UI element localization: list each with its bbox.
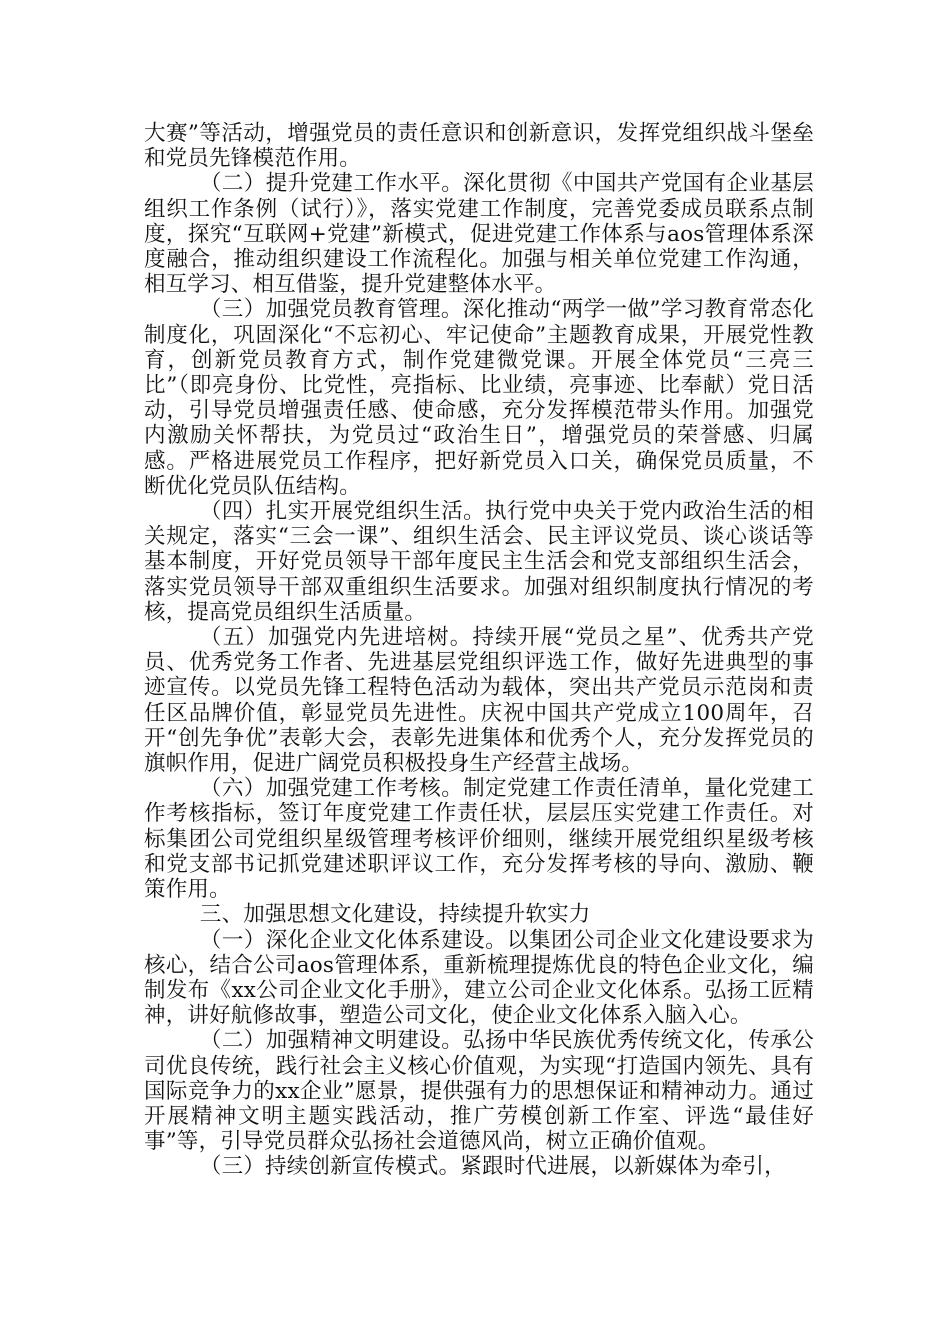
paragraph-organization-life: （四）扎实开展党组织生活。执行党中央关于党内政治生活的相关规定，落实“三会一课”、组织生活会、民主评议党员、谈心谈话等基本制度，开好党员领导干部年度民主生活会和党支部组织生活会，落实党员领导干部双重组织生活要求。加强对组织制度执行情况的考核，提高党员组织生活质量。: [144, 499, 814, 625]
section-heading: 三、加强思想文化建设，持续提升软实力: [199, 902, 591, 928]
paragraph-corporate-culture: （一）深化企业文化体系建设。以集团公司企业文化建设要求为核心，结合公司aos管理体系，重新梳理提炼优良的特色企业文化，编制发布《xx公司企业文化手册》，建立公司企业文化体系。弘扬工匠精神，讲好航修故事，塑造公司文化，使企业文化体系入脑入心。: [144, 927, 814, 1029]
paragraph-publicity-mode: （三）持续创新宣传模式。紧跟时代进展，以新媒体为牵引，: [199, 1154, 786, 1180]
paragraph-assessment: （六）加强党建工作考核。制定党建工作责任清单，量化党建工作考核指标，签订年度党建工作责任状，层层压实党建工作责任。对标集团公司党组织星级管理考核评价细则，继续开展党组织星级考核和党支部书记抓党建述职评议工作，充分发挥考核的导向、激励、鞭策作用。: [144, 776, 814, 903]
document-body: [144, 121, 814, 1180]
paragraph-member-education: （三）加强党员教育管理。深化推动“两学一做”学习教育常态化制度化，巩固深化“不忘初心、牢记使命”主题教育成果，开展党性教育，创新党员教育方式，制作党建微党课。开展全体党员“三亮三比”（即亮身份、比党性，亮指标、比业绩，亮事迹、比奉献）党日活动，引导党员增强责任感、使命感，充分发挥模范带头作用。加强党内激励关怀帮扶，为党员过“政治生日”，增强党员的荣誉感、归属感。严格进展党员工作程序，把好新党员入口关，确保党员质量，不断优化党员队伍结构。: [144, 297, 814, 499]
paragraph-continuation: 大赛”等活动，增强党员的责任意识和创新意识，发挥党组织战斗堡垒和党员先锋模范作用。: [144, 121, 814, 172]
paragraph-spiritual-civilization: （二）加强精神文明建设。弘扬中华民族优秀传统文化，传承公司优良传统，践行社会主义核心价值观，为实现“打造国内领先、具有国际竞争力的xx企业”愿景，提供强有力的思想保证和精神动力。通过开展精神文明主题实践活动，推广劳模创新工作室、评选“最佳好事”等，引导党员群众弘扬社会道德风尚，树立正确价值观。: [144, 1028, 814, 1155]
paragraph-party-building-level: （二）提升党建工作水平。深化贯彻《中国共产党国有企业基层组织工作条例（试行）》，落实党建工作制度，完善党委成员联系点制度，探究“互联网+党建”新模式，促进党建工作体系与aos管理体系深度融合，推动组织建设工作流程化。加强与相关单位党建工作沟通，相互学习、相互借鉴，提升党建整体水平。: [144, 171, 814, 298]
paragraph-advanced-models: （五）加强党内先进培树。持续开展“党员之星”、优秀共产党员、优秀党务工作者、先进基层党组织评选工作，做好先进典型的事迹宣传。以党员先锋工程特色活动为载体，突出共产党员示范岗和责任区品牌价值，彰显党员先进性。庆祝中国共产党成立100周年，召开“创先争优”表彰大会，表彰先进集体和优秀个人，充分发挥党员的旗帜作用，促进广阔党员积极投身生产经营主战场。: [144, 625, 814, 777]
